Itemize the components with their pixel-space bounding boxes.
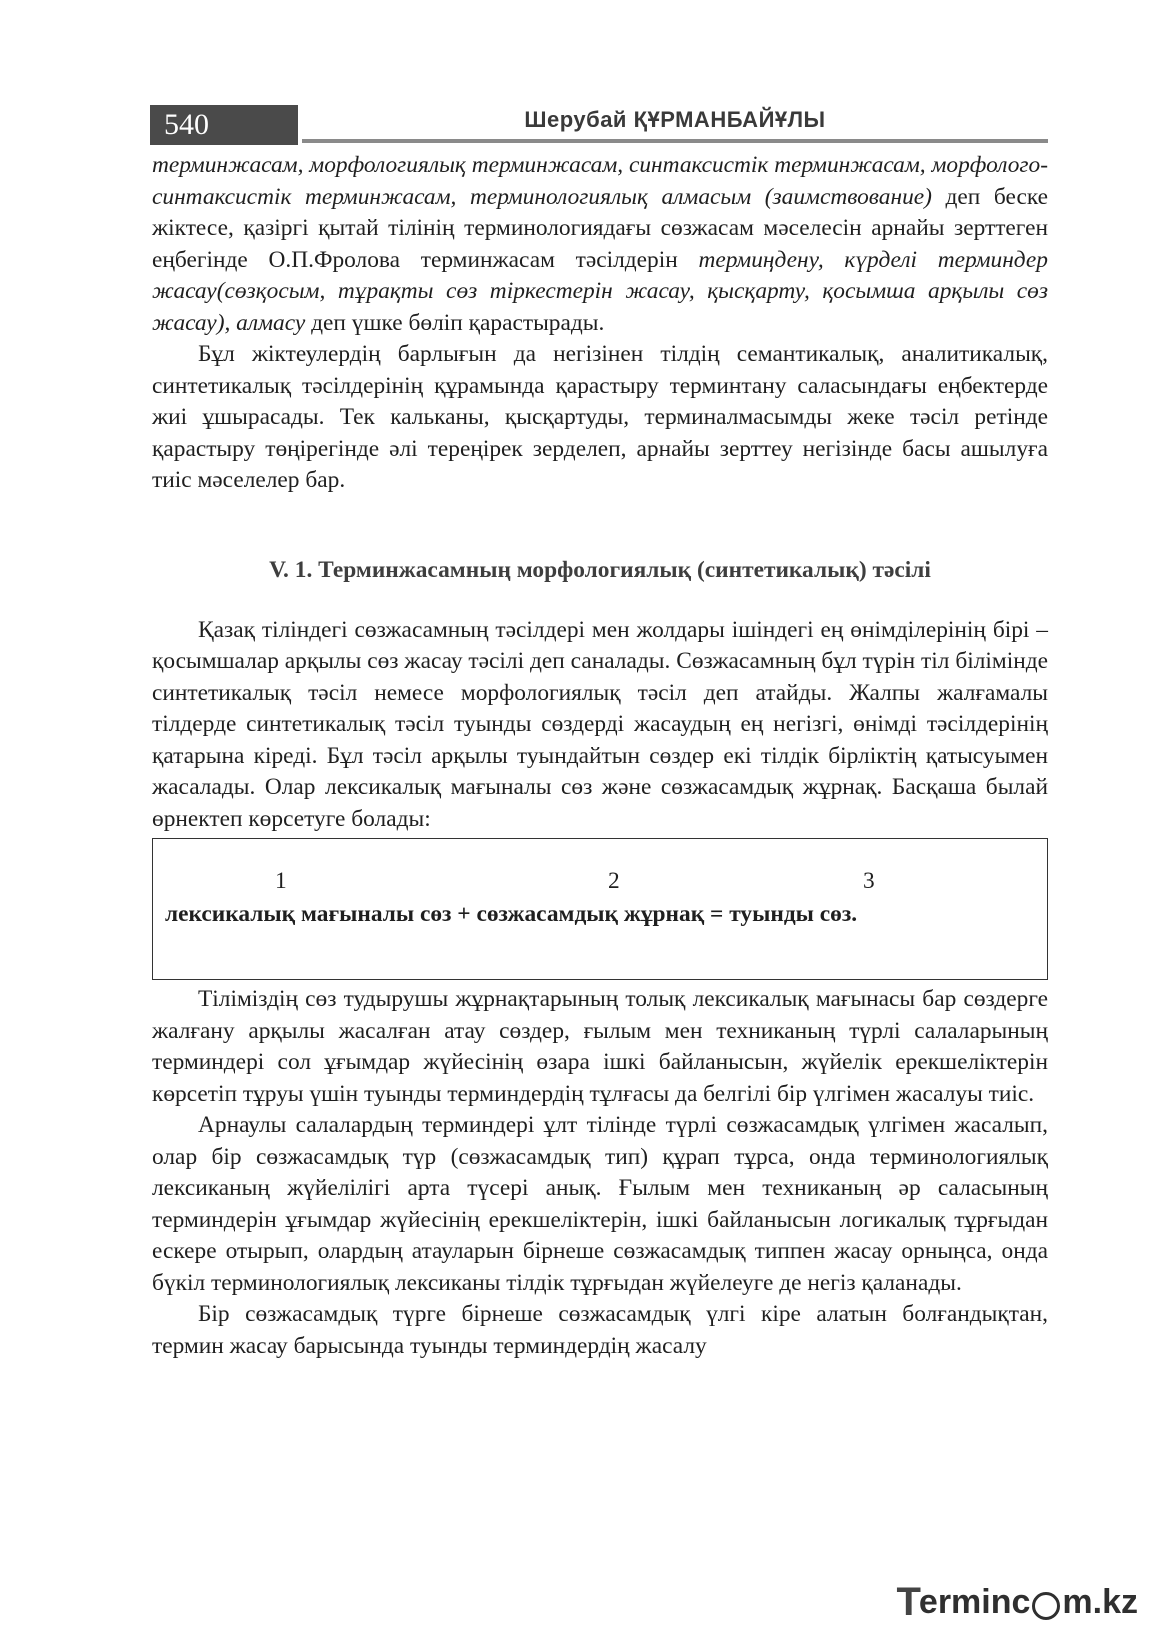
formula-index-2: 2 xyxy=(608,868,620,894)
paragraph-text: деп үшке бөліп қарастырады. xyxy=(305,309,605,336)
paragraph: Бұл жіктеулердің барлығын да негізінен тілдің семантикалық, аналитикалық, синтетикалық тәсілдерінің құрамында қарастыру терминтану саласындағы еңбектерде жиі ұшырасады. Тек кальканы, қысқартуды, терминалмасымды жеке тәсіл ретінде қарастыру төңірегінде әлі тереңірек зерделеп, арнайы зерттеу негізінде басы ашылуға тиіс мәселелер бар. xyxy=(152,341,1048,493)
logo-text-part2: m.kz xyxy=(1062,1583,1138,1621)
logo-text-part1: erminc xyxy=(918,1583,1031,1621)
formula-text: лексикалық мағыналы сөз + сөзжасамдық жұрнақ = туынды сөз. xyxy=(165,901,858,927)
formula-box xyxy=(152,838,1048,980)
paragraph: Тіліміздің сөз тудырушы жұрнақтарының толық лексикалық мағынасы бар сөздерге жалғану арқылы жасалған атау сөздер, ғылым мен техниканың түрлі салаларының терминдері сол ұғымдар жүйесінің өзара ішкі байланысын, жүйелік ерекшеліктерін көрсетіп тұруы үшін туынды терминдердің тұлғасы да белгілі бір үлгімен жасалуы тиіс. xyxy=(152,986,1048,1107)
formula-index-3: 3 xyxy=(863,868,875,894)
formula-index-1: 1 xyxy=(275,868,287,894)
paragraph: Бір сөзжасамдық түрге бірнеше сөзжасамдық үлгі кіре алатын болғандықтан, термин жасау барысында туынды терминдердің жасалу xyxy=(152,1301,1048,1359)
logo-t-letter: T xyxy=(896,1580,921,1624)
page-content xyxy=(152,150,1048,1362)
italic-term-list: терминжасам, морфологиялық терминжасам, синтаксистік терминжасам, морфолого-синтаксистік терминжасам, терминологиялық алмасым (заимствование) xyxy=(152,152,1049,210)
paragraph-text: деп беске жіктесе, қазіргі қытай тілінің терминологиядағы сөзжасам мәселесін арнайы зерттеген еңбегінде О.П.Фролова терминжасам тәсілдерін xyxy=(152,183,1048,273)
paragraph: Қазақ тіліндегі сөзжасамның тәсілдері мен жолдары ішіндегі ең өнімділерінің бірі – қосымшалар арқылы сөз жасау тәсілі деп саналады. Сөзжасамның бұл түрін тіл білімінде синтетикалық тәсіл немесе морфологиялық тәсіл деп атайды. Жалпы жалғамалы тілдерде синтетикалық тәсіл туынды сөздерді жасаудың ең негізгі, өнімді тәсілдерінің қатарына кіреді. Бұл тәсіл арқылы туындайтын сөздер екі тілдік бірліктің қатысуымен жасалады. Олар лексикалық мағыналы сөз және сөзжасамдық жұрнақ. Басқаша былай өрнектеп көрсетуге болады: xyxy=(152,616,1048,832)
termincom-logo-watermark xyxy=(896,1580,1138,1625)
page-header xyxy=(150,105,1048,145)
paragraph-continued xyxy=(152,150,1048,339)
section-title: V. 1. Терминжасамның морфологиялық (синтетикалық) тәсілі xyxy=(269,556,931,583)
paragraph: Арнаулы салалардың терминдері ұлт тілінде түрлі сөзжасамдық үлгімен жасалып, олар бір сөзжасамдық түр (сөзжасамдық тип) құрап тұрса, онда терминологиялық лексиканың жүйелілігі арта түсері анық. Ғылым мен техниканың әр саласының терминдерін ұғымдар жүйесінің ерекшеліктерін, ішкі байланысын логикалық тұрғыдан ескере отырып, олардың атауларын бірнеше сөзжасамдық типпен жасау орныңса, онда бүкіл терминологиялық лексиканы тілдік тұрғыдан жүйелеуге де негіз қаланады. xyxy=(152,1112,1048,1296)
running-header-author: Шерубай ҚҰРМАНБАЙҰЛЫ xyxy=(524,107,826,132)
italic-term-list: термиңдену, күрделі терминдер жасау(сөзқосым, тұрақты сөз тіркестерін жасау, қысқарту, қосымша арқылы сөз жасау), алмасу xyxy=(152,246,1048,336)
logo-circle-icon xyxy=(1032,1592,1060,1620)
header-rule xyxy=(302,139,1048,143)
page-number: 540 xyxy=(150,105,298,145)
